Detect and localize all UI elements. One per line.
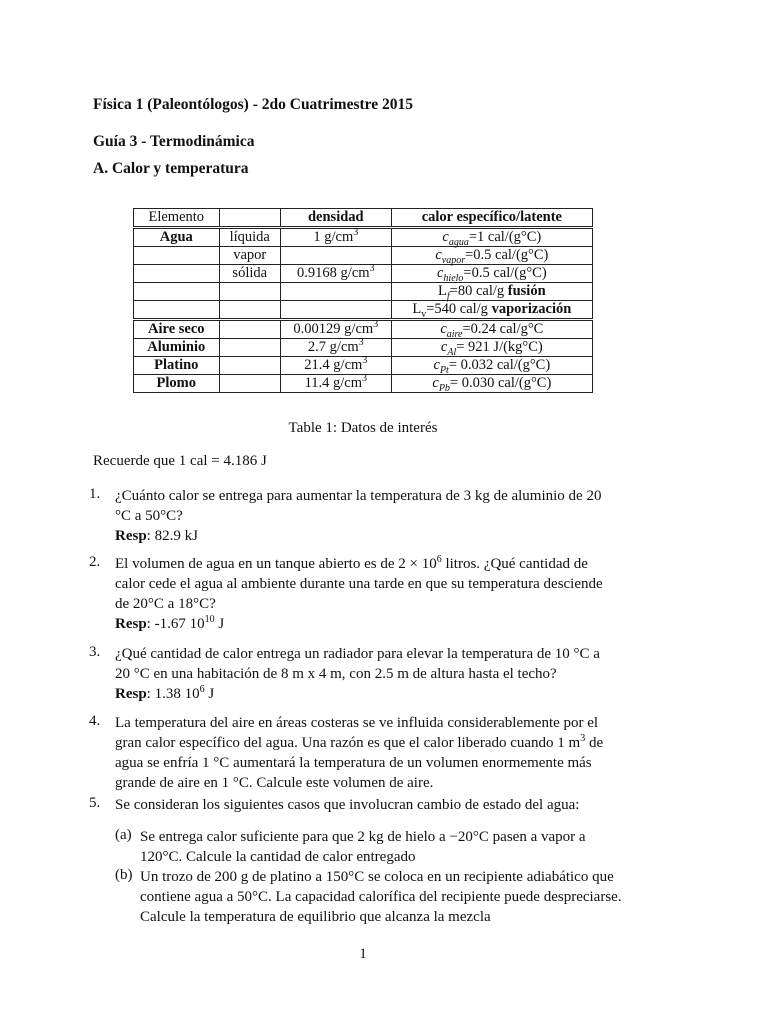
recuerde-note: Recuerde que 1 cal = 4.186 J	[93, 453, 267, 469]
cell-density: 2.7 $g/cm^3$	[280, 339, 391, 357]
cell-heat: $c_{vapor}=0.5$ cal/(g°C)	[391, 247, 592, 265]
cell-density: 1 $g/cm^3$	[280, 228, 391, 247]
table-row	[134, 375, 593, 393]
cell-element	[134, 247, 220, 265]
cell-state: líquida	[219, 228, 280, 247]
th-calor: calor específico/latente	[391, 209, 592, 228]
th-elemento: Elemento	[134, 209, 220, 228]
cell-element: Aire seco	[134, 320, 220, 339]
cell-state	[219, 320, 280, 339]
cell-element	[134, 265, 220, 283]
table-row	[134, 320, 593, 339]
th-densidad: densidad	[280, 209, 391, 228]
problem-text: La temperatura del aire en áreas costeras se ve influida considerablemente por el gran calor específico del agua. Una razón es que el calor liberado cuando 1 $m^3$ de agua se enfría 1 °C aumentará la temperatura de un volumen enormemente más grande de aire en 1 °C. Calcule este volumen de aire.	[115, 715, 604, 791]
cell-state	[219, 339, 280, 357]
cell-heat: $c_{agua}=1$ cal/(g°C)	[391, 228, 592, 247]
cell-density: 11.4 $g/cm^3$	[280, 375, 391, 393]
guide-title: Guía 3 - Termodinámica	[93, 133, 255, 150]
cell-density: 0.00129 $g/cm^3$	[280, 320, 391, 339]
cell-heat: $c_{Al}= 921$ J/(kg°C)	[391, 339, 592, 357]
table-row	[134, 247, 593, 265]
problem-number: 5.	[89, 795, 101, 811]
cell-heat: $L_f=80$ cal/g fusión	[391, 283, 592, 301]
cell-density: 0.9168 $g/cm^3$	[280, 265, 391, 283]
cell-state	[219, 375, 280, 393]
cell-density	[280, 301, 391, 320]
sub-problem-label: (b)	[115, 867, 133, 883]
problem-text: ¿Cuánto calor se entrega para aumentar la temperatura de 3 kg de aluminio de 20 °C a 50°C?	[115, 488, 602, 524]
data-table	[133, 208, 593, 393]
cell-state	[219, 283, 280, 301]
problem-text: ¿Qué cantidad de calor entrega un radiador para elevar la temperatura de 10 °C a 20 °C en una habitación de 8 m x 4 m, con 2.5 m de altura hasta el techo?	[115, 646, 600, 682]
cell-density	[280, 283, 391, 301]
problem-answer: Resp: -1.67 $10^{10}$ J	[115, 614, 225, 632]
cell-element: Aluminio	[134, 339, 220, 357]
sub-problem-text: Un trozo de 200 g de platino a 150°C se coloca en un recipiente adiabático que contiene agua a 50°C. La capacidad calorífica del recipiente puede despreciarse. Calcule la temperatura de equilibrio que alcanza la mezcla	[140, 869, 622, 925]
cell-heat: $c_{Pt}= 0.032$ cal/(g°C)	[391, 357, 592, 375]
table-row	[134, 265, 593, 283]
cell-heat: $c_{Pb}= 0.030$ cal/(g°C)	[391, 375, 592, 393]
cell-heat: $c_{hielo}=0.5$ cal/(g°C)	[391, 265, 592, 283]
table-row	[134, 283, 593, 301]
table-caption: Table 1: Datos de interés	[288, 420, 438, 436]
problem-number: 1.	[89, 486, 101, 502]
problem-text: El volumen de agua en un tanque abierto es de $2 \times 10^6$ litros. ¿Qué cantidad de calor cede el agua al ambiente durante una tarde en que su temperatura desciende de 20°C a 18°C?	[115, 554, 603, 612]
cell-element: Agua	[134, 228, 220, 247]
th-state	[219, 209, 280, 228]
problem-text: Se consideran los siguientes casos que involucran cambio de estado del agua:	[115, 797, 580, 813]
cell-element	[134, 283, 220, 301]
cell-element: Platino	[134, 357, 220, 375]
problem-number: 3.	[89, 644, 101, 660]
cell-element	[134, 301, 220, 320]
cell-density: 21.4 $g/cm^3$	[280, 357, 391, 375]
table-row	[134, 357, 593, 375]
cell-element: Plomo	[134, 375, 220, 393]
problem-number: 4.	[89, 713, 101, 729]
problem-answer: Resp: 82.9 kJ	[115, 528, 198, 544]
page-number: 1	[359, 946, 367, 962]
problem-number: 2.	[89, 554, 101, 570]
cell-density	[280, 247, 391, 265]
sub-problem-text: Se entrega calor suficiente para que 2 kg de hielo a −20°C pasen a vapor a 120°C. Calcule la cantidad de calor entregado	[140, 829, 586, 865]
cell-heat: $L_v=540$ cal/g vaporización	[391, 301, 592, 320]
cell-heat: $c_{aire}=0.24$ cal/g°C	[391, 320, 592, 339]
table-row	[134, 301, 593, 320]
cell-state: vapor	[219, 247, 280, 265]
table-row	[134, 339, 593, 357]
sub-problem-label: (a)	[115, 827, 132, 843]
cell-state	[219, 301, 280, 320]
problem-answer: Resp: 1.38 $10^6$ J	[115, 684, 215, 702]
cell-state: sólida	[219, 265, 280, 283]
cell-state	[219, 357, 280, 375]
section-title: A. Calor y temperatura	[93, 160, 249, 177]
table-row	[134, 228, 593, 247]
course-title: Física 1 (Paleontólogos) - 2do Cuatrimestre 2015	[93, 96, 413, 113]
